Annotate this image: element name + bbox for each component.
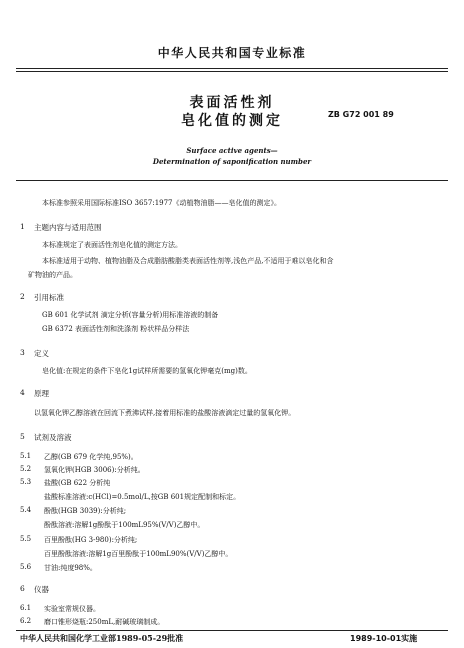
doc-title-line2: 皂化值的测定 <box>181 113 283 129</box>
item-5-4-detail: 酚酞溶液:溶解1g酚酞于100mL95%(V/V)乙醇中。 <box>44 521 205 529</box>
section-2-ref-1: GB 601 化学试剂 滴定分析(容量分析)用标准溶液的制备 <box>42 311 219 319</box>
item-5-1-text: 乙醇(GB 679 化学纯,95%)。 <box>44 453 138 461</box>
section-2-title: 引用标准 <box>34 293 64 302</box>
item-5-5-detail: 百里酚酞溶液:溶解1g百里酚酞于100mL90%(V/V)乙醇中。 <box>44 550 233 558</box>
item-5-6-number: 5.6 <box>20 563 32 571</box>
title-divider <box>16 180 448 181</box>
section-3-title: 定义 <box>34 349 49 358</box>
item-5-4-number: 5.4 <box>20 506 32 514</box>
footer-rule <box>16 630 448 631</box>
english-title-line1: Surface active agents— <box>186 146 278 155</box>
section-2-number: 2 <box>20 292 25 301</box>
item-5-3-text: 盐酸(GB 622 分析纯 <box>44 479 111 487</box>
intro-paragraph: 本标准参照采用国际标准ISO 3657:1977《动植物油脂——皂化值的测定》。 <box>42 199 282 207</box>
item-6-1-text: 实验室常规仪器。 <box>44 605 100 613</box>
header-rule-bottom <box>16 71 448 72</box>
standard-code: ZB G72 001 89 <box>328 110 394 119</box>
section-6-title: 仪器 <box>34 585 49 594</box>
section-3-para-1: 皂化值:在规定的条件下皂化1g试样所需要的氢氧化钾毫克(mg)数。 <box>42 367 252 375</box>
section-5-number: 5 <box>20 432 25 441</box>
section-6-number: 6 <box>20 584 25 593</box>
section-1-number: 1 <box>20 222 25 231</box>
section-1-title: 主题内容与适用范围 <box>34 223 102 232</box>
item-6-2-text: 磨口锥形烧瓶:250mL,耐碱玻璃制成。 <box>44 618 165 626</box>
item-5-2-number: 5.2 <box>20 465 32 473</box>
section-1-para-2-line1: 本标准适用于动物、植物油脂及合成脂肪酸脂类表面活性剂等,浅色产品,不适用于难以皂化和含 <box>42 257 334 265</box>
item-5-2-text: 氢氧化钾(HGB 3006):分析纯。 <box>44 466 145 474</box>
header-org-title: 中华人民共和国专业标准 <box>157 46 307 60</box>
section-3-number: 3 <box>20 348 25 357</box>
section-1-para-1: 本标准规定了表面活性剂皂化值的测定方法。 <box>42 241 182 249</box>
footer-approval: 中华人民共和国化学工业部1989-05-29批准 <box>20 633 184 643</box>
item-5-3-detail: 盐酸标准溶液:c(HCl)=0.5mol/L,按GB 601规定配制和标定。 <box>44 493 241 501</box>
section-4-number: 4 <box>20 388 25 397</box>
doc-title-line1: 表面活性剂 <box>189 95 275 111</box>
section-4-title: 原理 <box>34 389 49 398</box>
header-rule-top <box>16 68 448 69</box>
section-1-para-2-line2: 矿物油的产品。 <box>28 271 77 279</box>
section-2-ref-2: GB 6372 表面活性剂和洗涤剂 粉状样品分样法 <box>42 325 190 333</box>
item-5-5-text: 百里酚酞(HG 3-980):分析纯; <box>44 536 138 544</box>
item-5-6-text: 甘油:纯度98%。 <box>44 564 97 572</box>
section-5-title: 试剂及溶液 <box>34 433 72 442</box>
item-6-2-number: 6.2 <box>20 617 32 625</box>
english-title-line2: Determination of saponification number <box>152 157 312 166</box>
footer-implementation-date: 1989-10-01实施 <box>350 634 418 643</box>
item-5-1-number: 5.1 <box>20 452 32 460</box>
item-6-1-number: 6.1 <box>20 604 32 612</box>
item-5-5-number: 5.5 <box>20 535 32 543</box>
section-4-para-1: 以氢氧化钾乙醇溶液在回流下煮沸试样,接着用标准的盐酸溶液滴定过量的氢氧化钾。 <box>34 409 296 417</box>
item-5-3-number: 5.3 <box>20 478 32 486</box>
item-5-4-text: 酚酞(HGB 3039):分析纯; <box>44 507 127 515</box>
